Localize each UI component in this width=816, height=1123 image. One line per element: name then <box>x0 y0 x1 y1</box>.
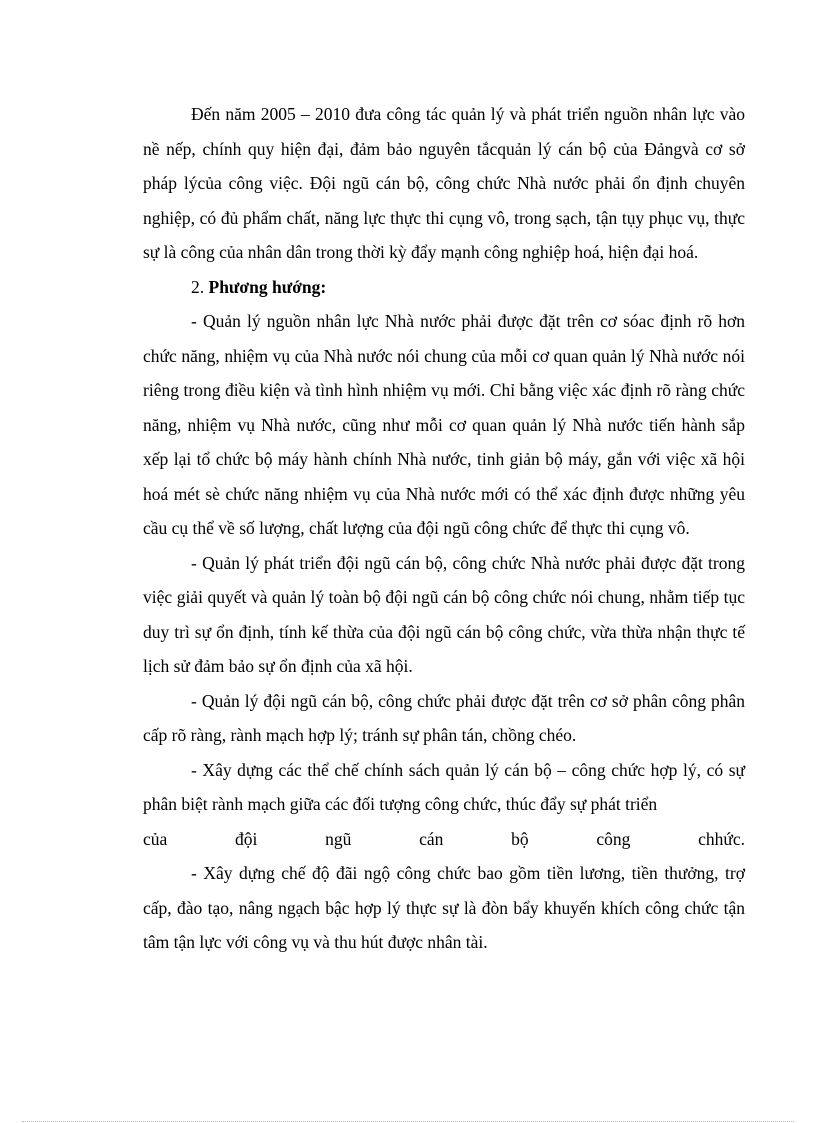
spread-word: của <box>143 828 168 849</box>
bullet-paragraph-3: - Quản lý đội ngũ cán bộ, công chức phải được đặt trên cơ sở phân công phân cấp rõ ràng, rành mạch hợp lý; tránh sự phân tán, chồng chéo. <box>143 690 745 745</box>
spread-word: chhức. <box>698 828 745 849</box>
spread-word: ngũ <box>325 828 352 849</box>
spread-word: bộ <box>511 828 529 849</box>
section-heading <box>143 270 745 305</box>
page-bottom-divider <box>22 1121 794 1122</box>
bullet-paragraph-2: - Quản lý phát triển đội ngũ cán bộ, công chức Nhà nước phải được đặt trong việc giải quyết và quản lý toàn bộ đội ngũ cán bộ công chức nói chung, nhằm tiếp tục duy trì sự ổn định, tính kế thừa của đội ngũ cán bộ công chức, vừa thừa nhận thực tế lịch sử đảm bảo sự ổn định của xã hội. <box>143 552 745 676</box>
intro-paragraph: Đến năm 2005 – 2010 đưa công tác quản lý và phát triển nguồn nhân lực vào nề nếp, chính quy hiện đại, đảm bảo nguyên tắcquản lý cán bộ của Đảngvà cơ sở pháp lýcủa công việc. Đội ngũ cán bộ, công chức Nhà nước phải ổn định chuyên nghiệp, có đủ phẩm chất, năng lực thực thi cụng vô, trong sạch, tận tụy phục vụ, thực sự là công của nhân dân trong thời kỳ đẩy mạnh công nghiệp hoá, hiện đại hoá. <box>143 104 745 262</box>
bullet-paragraph-4-text: - Xây dựng các thể chế chính sách quản lý cán bộ – công chức hợp lý, có sự phân biệt rành mạch giữa các đối tượng công chức, thúc đẩy sự phát triển <box>143 759 745 814</box>
bullet-paragraph-4-spread-line <box>143 822 745 857</box>
bullet-paragraph-5: - Xây dựng chế độ đãi ngộ công chức bao gồm tiền lương, tiền thưởng, trợ cấp, đào tạo, nâng ngạch bậc hợp lý thực sự là đòn bẩy khuyến khích công chức tận tâm tận lực với công vụ và thu hút được nhân tài. <box>143 863 745 952</box>
spread-word: công <box>596 828 631 849</box>
bullet-paragraph-1: - Quản lý nguồn nhân lực Nhà nước phải được đặt trên cơ sóac định rõ hơn chức năng, nhiệm vụ của Nhà nước nói chung của mỗi cơ quan quản lý Nhà nước nói riêng trong điều kiện và tình hình nhiệm vụ mới. Chỉ bằng việc xác định rõ ràng chức năng, nhiệm vụ Nhà nước, cũng như mỗi cơ quan quản lý Nhà nước tiến hành sắp xếp lại tổ chức bộ máy hành chính Nhà nước, tinh giản bộ máy, gắn với việc xã hội hoá mét sè chức năng nhiệm vụ của Nhà nước mới có thể xác định được những yêu cầu cụ thể về số lượng, chất lượng của đội ngũ công chức để thực thi cụng vô. <box>143 311 745 538</box>
bullet-paragraph-4 <box>143 753 745 857</box>
section-title: Phương hướng: <box>208 276 327 297</box>
section-number: 2. <box>191 276 205 297</box>
document-body <box>143 97 745 960</box>
spread-word: cán <box>419 828 444 849</box>
spread-word: đội <box>235 828 258 849</box>
